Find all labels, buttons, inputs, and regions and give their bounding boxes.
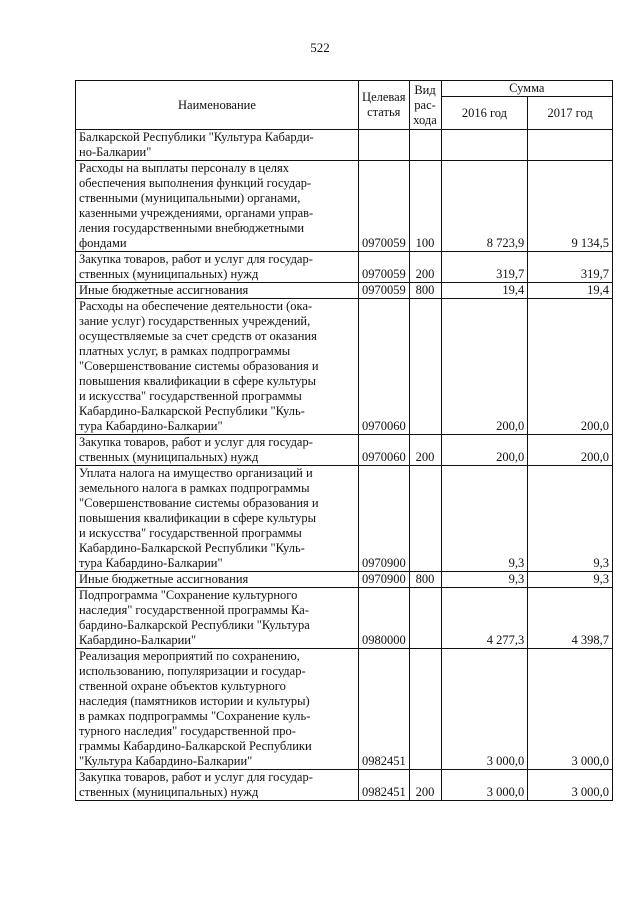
row-code: 0970060 xyxy=(358,299,409,435)
row-name: Балкарской Республики "Культура Кабарди- но-Балкарии" xyxy=(76,130,359,161)
row-type xyxy=(409,649,441,770)
row-sum-2017 xyxy=(528,130,613,161)
row-code: 0970059 xyxy=(358,161,409,252)
row-code: 0970059 xyxy=(358,283,409,299)
row-code: 0970900 xyxy=(358,572,409,588)
table-row xyxy=(76,770,613,801)
row-sum-2016: 3 000,0 xyxy=(441,770,528,801)
row-sum-2016: 9,3 xyxy=(441,466,528,572)
header-sum: Сумма xyxy=(441,81,612,97)
row-type: 800 xyxy=(409,572,441,588)
row-type xyxy=(409,466,441,572)
row-name: Реализация мероприятий по сохранению, использованию, популяризации и государ- ственной охране объектов культурного наследия (памятников истории и культуры) в рамках подпрограммы "Сохранение куль- турного наследия" государственной про- граммы Кабардино-Балкарской Республики "Культура Кабардино-Балкарии" xyxy=(76,649,359,770)
row-sum-2017: 19,4 xyxy=(528,283,613,299)
table-row xyxy=(76,572,613,588)
row-sum-2017: 9,3 xyxy=(528,466,613,572)
row-name: Расходы на обеспечение деятельности (ока- зание услуг) государственных учреждений, осуществляемые за счет средств от оказания платных услуг, в рамках подпрограммы "Совершенствование системы образования и повышения квалификации в сфере культуры и искусства" государственной программы Кабардино-Балкарской Республики "Куль- тура Кабардино-Балкарии" xyxy=(76,299,359,435)
row-name: Подпрограмма "Сохранение культурного наследия" государственной программы Ка- бардино-Балкарской Республики "Культура Кабардино-Балкарии" xyxy=(76,588,359,649)
row-code: 0982451 xyxy=(358,649,409,770)
row-code: 0970900 xyxy=(358,466,409,572)
row-type: 200 xyxy=(409,770,441,801)
row-name: Уплата налога на имущество организаций и земельного налога в рамках подпрограммы "Совершенствование системы образования и повышения квалификации в сфере культуры и искусства" государственной программы Кабардино-Балкарской Республики "Куль- тура Кабардино-Балкарии" xyxy=(76,466,359,572)
header-type: Вид рас- хода xyxy=(409,81,441,130)
row-type: 200 xyxy=(409,435,441,466)
row-sum-2017: 3 000,0 xyxy=(528,649,613,770)
row-type: 100 xyxy=(409,161,441,252)
row-sum-2016: 3 000,0 xyxy=(441,649,528,770)
table-row xyxy=(76,649,613,770)
row-name: Расходы на выплаты персоналу в целях обеспечения выполнения функций государ- ственными (муниципальными) органами, казенными учреждениями, органами управ- ления государственными внебюджетными фондами xyxy=(76,161,359,252)
table-row xyxy=(76,435,613,466)
row-sum-2016: 200,0 xyxy=(441,299,528,435)
row-sum-2017: 200,0 xyxy=(528,299,613,435)
row-sum-2016: 200,0 xyxy=(441,435,528,466)
table-row xyxy=(76,588,613,649)
row-type xyxy=(409,588,441,649)
row-code: 0970059 xyxy=(358,252,409,283)
row-type: 200 xyxy=(409,252,441,283)
header-year-2016: 2016 год xyxy=(441,97,528,130)
row-name: Иные бюджетные ассигнования xyxy=(76,572,359,588)
row-sum-2016: 319,7 xyxy=(441,252,528,283)
table-row xyxy=(76,283,613,299)
row-sum-2017: 9,3 xyxy=(528,572,613,588)
table-row xyxy=(76,466,613,572)
row-code: 0970060 xyxy=(358,435,409,466)
row-code xyxy=(358,130,409,161)
row-sum-2016 xyxy=(441,130,528,161)
page-number: 522 xyxy=(310,40,330,55)
row-name: Закупка товаров, работ и услуг для государ- ственных (муниципальных) нужд xyxy=(76,252,359,283)
table-row xyxy=(76,161,613,252)
row-sum-2017: 200,0 xyxy=(528,435,613,466)
header-name: Наименование xyxy=(76,81,359,130)
table-row xyxy=(76,299,613,435)
row-name: Закупка товаров, работ и услуг для государ- ственных (муниципальных) нужд xyxy=(76,770,359,801)
table-body xyxy=(76,130,613,801)
row-name: Иные бюджетные ассигнования xyxy=(76,283,359,299)
row-name: Закупка товаров, работ и услуг для государ- ственных (муниципальных) нужд xyxy=(76,435,359,466)
row-sum-2016: 4 277,3 xyxy=(441,588,528,649)
row-sum-2017: 319,7 xyxy=(528,252,613,283)
row-sum-2016: 8 723,9 xyxy=(441,161,528,252)
row-sum-2016: 19,4 xyxy=(441,283,528,299)
header-year-2017: 2017 год xyxy=(528,97,613,130)
row-code: 0982451 xyxy=(358,770,409,801)
row-type xyxy=(409,130,441,161)
budget-table xyxy=(75,80,613,801)
row-type: 800 xyxy=(409,283,441,299)
header-code: Целевая статья xyxy=(358,81,409,130)
row-type xyxy=(409,299,441,435)
row-sum-2016: 9,3 xyxy=(441,572,528,588)
row-sum-2017: 4 398,7 xyxy=(528,588,613,649)
row-sum-2017: 9 134,5 xyxy=(528,161,613,252)
table-header xyxy=(76,81,613,130)
row-sum-2017: 3 000,0 xyxy=(528,770,613,801)
row-code: 0980000 xyxy=(358,588,409,649)
table-row xyxy=(76,130,613,161)
table-row xyxy=(76,252,613,283)
